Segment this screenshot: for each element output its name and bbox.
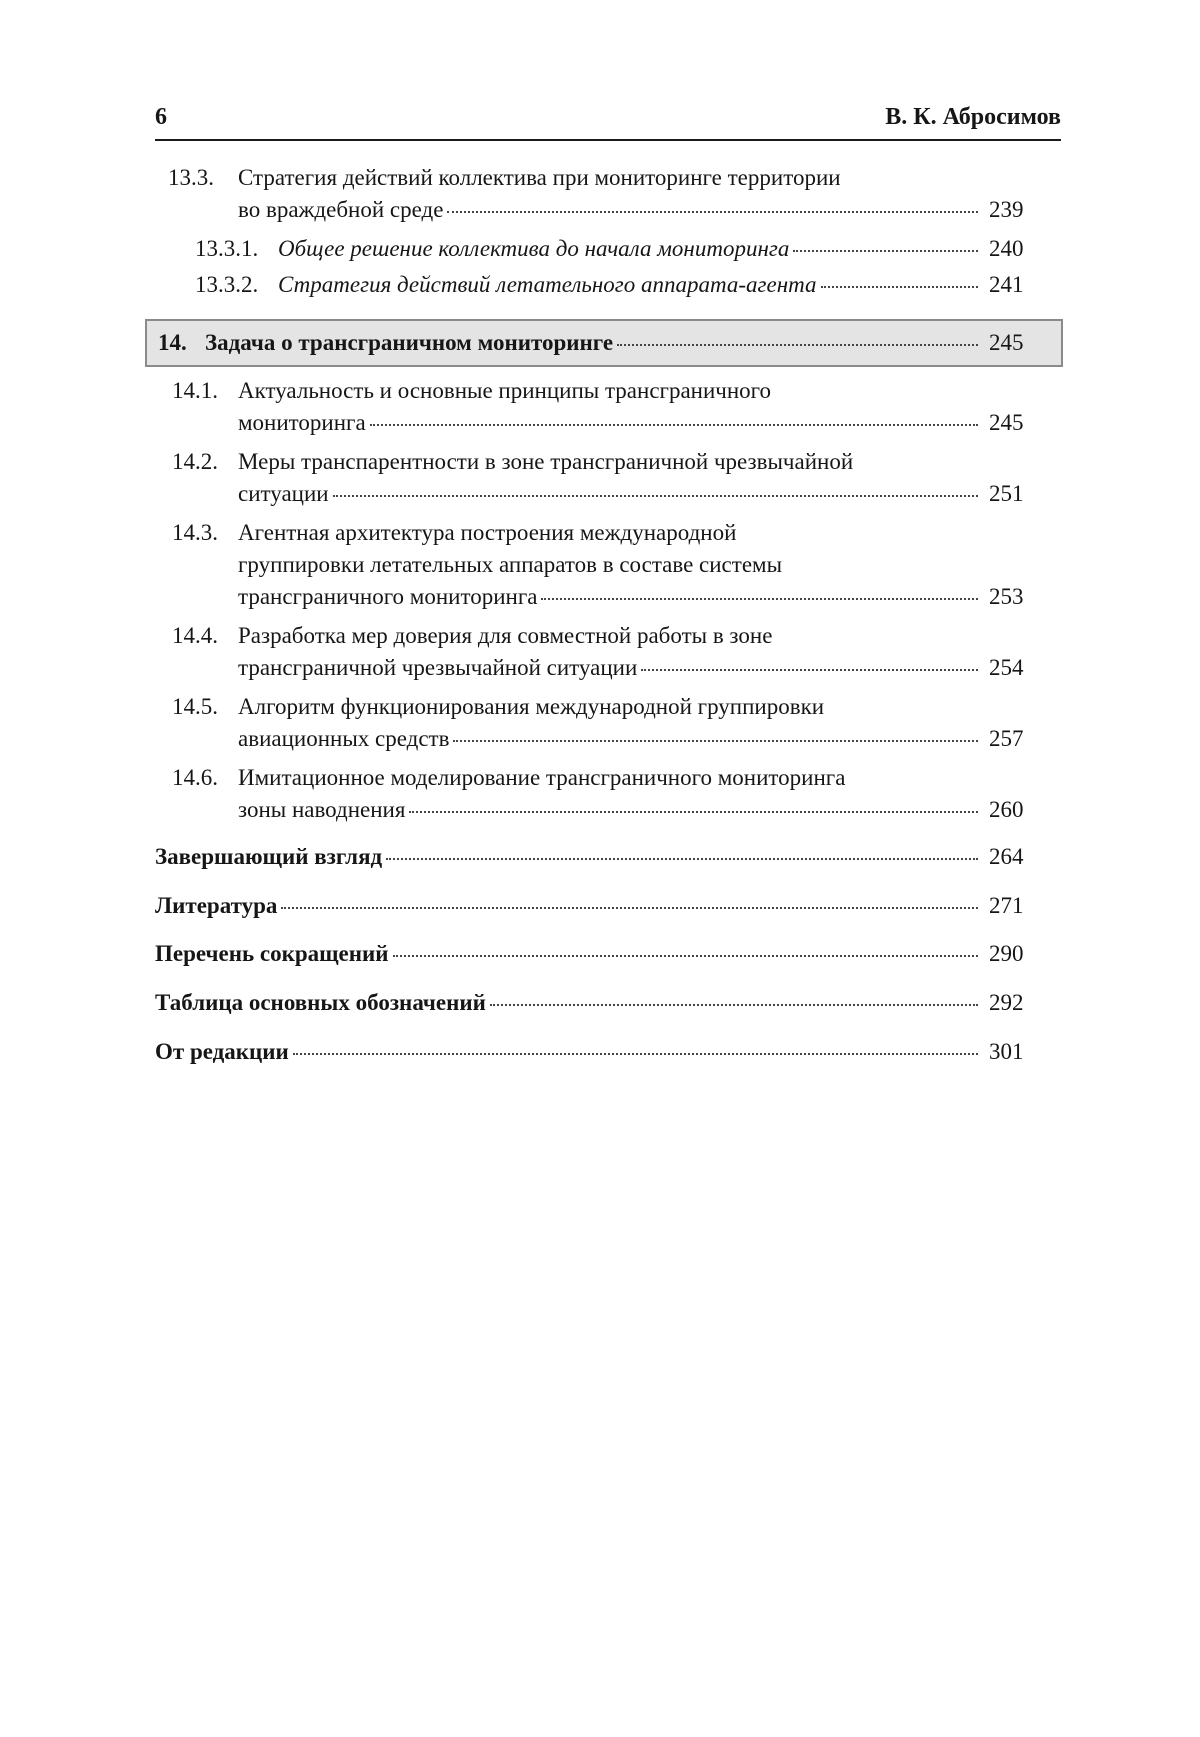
toc-entry-number: 14. <box>158 330 187 355</box>
toc-entry-page: 271 <box>989 893 1024 918</box>
leader-dots <box>333 494 978 497</box>
toc-entry-title: От редакции <box>155 1036 978 1068</box>
toc-entry-page: 260 <box>989 797 1024 822</box>
toc-entry-page: 239 <box>989 197 1024 222</box>
leader-dots <box>393 954 978 957</box>
page-number: 6 <box>155 104 167 130</box>
leader-dots <box>617 343 978 346</box>
toc-entry-title: Таблица основных обозначений <box>155 987 978 1019</box>
toc-entry-title: Меры транспарентности в зоне трансграничной чрезвычайной ситуации <box>238 446 978 510</box>
toc-entry-number: 14.2. <box>172 449 218 474</box>
leader-dots <box>793 249 978 252</box>
toc-entry-page: 251 <box>989 481 1024 506</box>
toc-entry-title: Завершающий взгляд <box>155 841 978 873</box>
toc-entry-number: 13.3.1. <box>195 236 259 261</box>
toc-entry-number: 14.3. <box>172 520 218 545</box>
leader-dots <box>821 285 979 288</box>
toc-entry-title: Агентная архитектура построения международной группировки летательных аппаратов в составе системы трансграничного мониторинга <box>238 517 978 613</box>
leader-dots <box>409 810 978 813</box>
toc-entry-title: Литература <box>155 890 978 922</box>
leader-dots <box>641 668 978 671</box>
toc-entry-page: 290 <box>989 941 1024 966</box>
toc-entry-page: 241 <box>989 272 1024 297</box>
toc-entry-page: 245 <box>989 330 1024 355</box>
toc-entry-title: Стратегия действий летательного аппарата-агента <box>278 269 978 301</box>
toc-entry-page: 240 <box>989 236 1024 261</box>
toc-entry-page: 264 <box>989 844 1024 869</box>
toc-entry-number: 14.1. <box>172 378 218 403</box>
toc-entry-title: Общее решение коллектива до начала мониторинга <box>278 233 978 265</box>
leader-dots <box>281 906 978 909</box>
toc-entry-number: 14.4. <box>172 623 218 648</box>
toc-entry-number: 13.3. <box>168 165 214 190</box>
leader-dots <box>541 597 978 600</box>
leader-dots <box>490 1003 978 1006</box>
toc-entry-title: Перечень сокращений <box>155 938 978 970</box>
toc-entry-number: 14.6. <box>172 765 218 790</box>
leader-dots <box>453 739 978 742</box>
toc-entry-title: Задача о трансграничном мониторинге <box>205 327 978 359</box>
toc-entry-page: 245 <box>989 410 1024 435</box>
toc-entry-title: Разработка мер доверия для совместной работы в зоне трансграничной чрезвычайной ситуации <box>238 620 978 684</box>
toc-entry-number: 14.5. <box>172 694 218 719</box>
toc-entry-page: 257 <box>989 726 1024 751</box>
toc-entry-number: 13.3.2. <box>195 272 259 297</box>
leader-dots <box>386 857 978 860</box>
toc-entry-title: Актуальность и основные принципы трансграничного мониторинга <box>238 375 978 439</box>
leader-dots <box>370 423 978 426</box>
toc-entry-page: 301 <box>989 1039 1024 1064</box>
leader-dots <box>293 1052 978 1055</box>
toc-entry-page: 292 <box>989 990 1024 1015</box>
running-header <box>155 104 1061 138</box>
toc-entry-title: Имитационное моделирование трансграничного мониторинга зоны наводнения <box>238 762 978 826</box>
header-rule <box>155 139 1061 141</box>
toc-entry-page: 253 <box>989 584 1024 609</box>
running-header-author: В. К. Абросимов <box>885 104 1061 130</box>
toc-entry-title: Алгоритм функционирования международной группировки авиационных средств <box>238 691 978 755</box>
leader-dots <box>447 210 978 213</box>
toc-entry-page: 254 <box>989 655 1024 680</box>
toc-entry-title: Стратегия действий коллектива при мониторинге территории во враждебной среде <box>238 162 978 226</box>
